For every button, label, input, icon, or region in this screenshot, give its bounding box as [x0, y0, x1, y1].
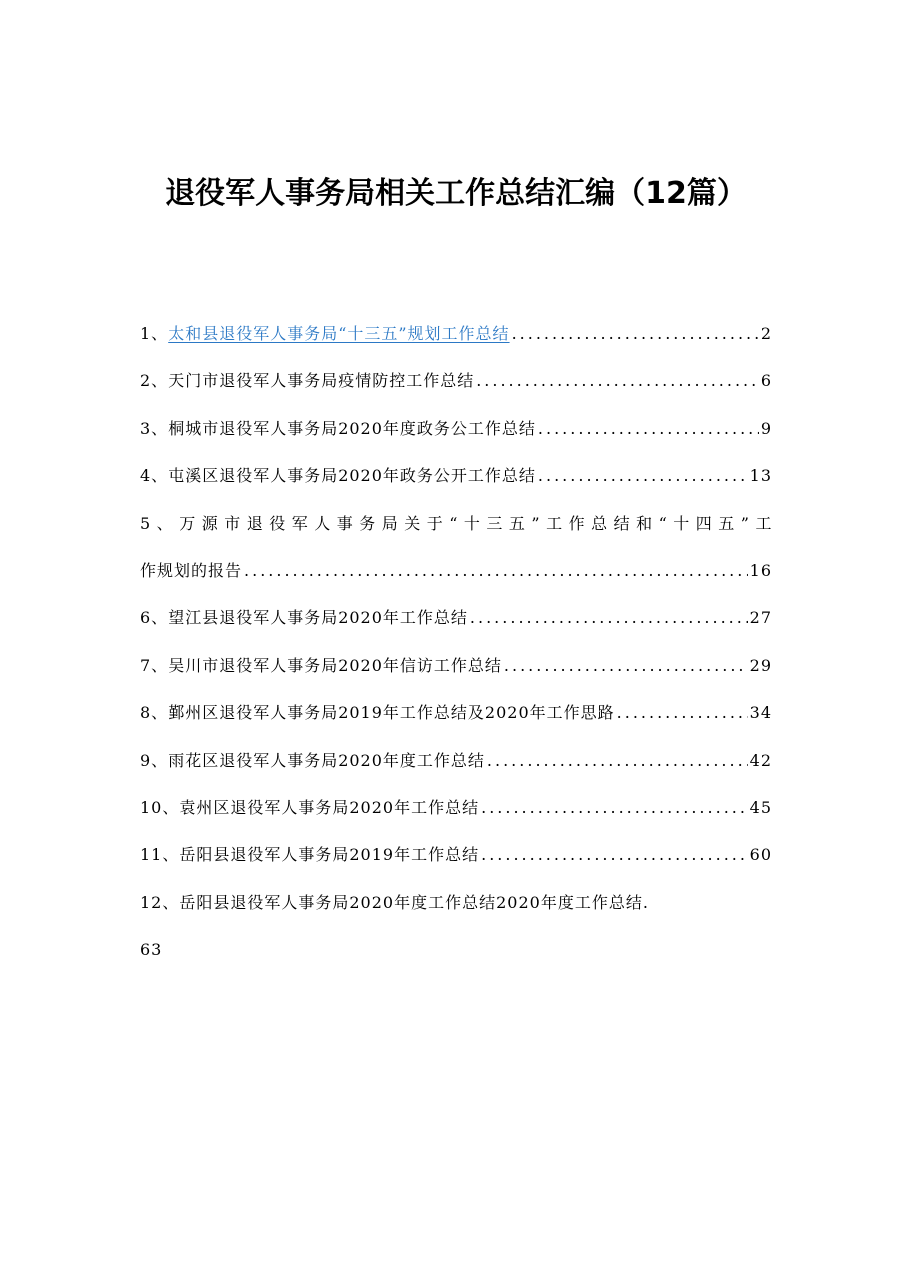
toc-entry-number: 7、	[140, 655, 169, 675]
table-of-contents	[140, 310, 772, 973]
toc-entry-7	[140, 642, 772, 689]
toc-page-number: 45	[749, 797, 772, 817]
toc-leader-dots	[244, 547, 748, 594]
toc-leader-dots	[476, 357, 759, 404]
toc-entry-number: 12、	[140, 892, 180, 912]
toc-leader-dots	[512, 310, 759, 357]
toc-page-number: 9	[760, 418, 772, 438]
toc-entry-number: 8、	[140, 703, 169, 723]
toc-entry-number: 2、	[140, 371, 169, 391]
toc-entry-3	[140, 405, 772, 452]
toc-leader-dots	[617, 689, 748, 736]
toc-entry-text: 吴川市退役军人事务局2020年信访工作总结	[168, 655, 502, 675]
toc-entry-number: 10、	[140, 797, 180, 817]
toc-entry-4	[140, 452, 772, 499]
toc-entry-text: 鄞州区退役军人事务局2019年工作总结及2020年工作思路	[168, 703, 615, 723]
toc-entry-number: 6、	[140, 608, 169, 628]
toc-entry-2	[140, 357, 772, 404]
toc-entry-number: 4、	[140, 466, 169, 486]
toc-page-number: 42	[749, 750, 772, 770]
toc-entry-9	[140, 737, 772, 784]
toc-entry-text: 岳阳县退役军人事务局2019年工作总结	[179, 845, 480, 865]
document-title: 退役军人事务局相关工作总结汇编（12篇）	[165, 176, 747, 211]
toc-page-number: 29	[749, 655, 772, 675]
toc-leader-dots	[487, 737, 748, 784]
toc-entry-number: 1、	[140, 324, 169, 343]
toc-entry-text: 望江县退役军人事务局2020年工作总结	[168, 608, 468, 628]
toc-page-number: 34	[749, 703, 772, 723]
toc-page-number: 13	[749, 466, 772, 486]
toc-entry-text: 桐城市退役军人事务局2020年度政务公工作总结	[168, 418, 536, 438]
toc-page-number: 2	[760, 324, 772, 343]
toc-page-number: 6	[760, 371, 772, 391]
toc-page-number: 16	[749, 560, 772, 580]
toc-entry-8	[140, 689, 772, 736]
toc-entry-12	[140, 879, 772, 926]
toc-entry-text: 天门市退役军人事务局疫情防控工作总结	[168, 371, 475, 391]
toc-entry-number: 5、	[140, 513, 180, 533]
toc-leader-dots	[481, 784, 748, 831]
toc-entry-text: 岳阳县退役军人事务局2020年度工作总结2020年度工作总结.	[179, 892, 649, 912]
toc-page-number: 27	[749, 608, 772, 628]
toc-entry-number: 3、	[140, 418, 169, 438]
toc-leader-dots	[504, 642, 748, 689]
toc-entry-1[interactable]	[140, 310, 772, 357]
toc-entry-number: 11、	[140, 845, 180, 865]
toc-leader-dots	[538, 405, 759, 452]
toc-entry-text: 屯溪区退役军人事务局2020年政务公开工作总结	[168, 466, 536, 486]
toc-entry-12-continued	[140, 926, 772, 973]
toc-entry-5	[140, 500, 772, 547]
toc-entry-6	[140, 594, 772, 641]
toc-leader-dots	[481, 831, 748, 878]
toc-page-number: 60	[749, 845, 772, 865]
toc-entry-number: 9、	[140, 750, 169, 770]
toc-entry-link[interactable]: 太和县退役军人事务局“十三五”规划工作总结	[168, 324, 510, 343]
toc-entry-11	[140, 831, 772, 878]
toc-entry-text: 雨花区退役军人事务局2020年度工作总结	[168, 750, 485, 770]
toc-entry-text: 作规划的报告	[140, 560, 243, 580]
toc-page-number: 63	[140, 940, 163, 960]
toc-entry-text: 袁州区退役军人事务局2020年工作总结	[179, 797, 480, 817]
toc-entry-5-continued	[140, 547, 772, 594]
toc-leader-dots	[470, 594, 748, 641]
toc-entry-10	[140, 784, 772, 831]
toc-leader-dots	[538, 452, 748, 499]
toc-entry-text: 万源市退役军人事务局关于“十三五”工作总结和“十四五”工	[179, 513, 772, 533]
